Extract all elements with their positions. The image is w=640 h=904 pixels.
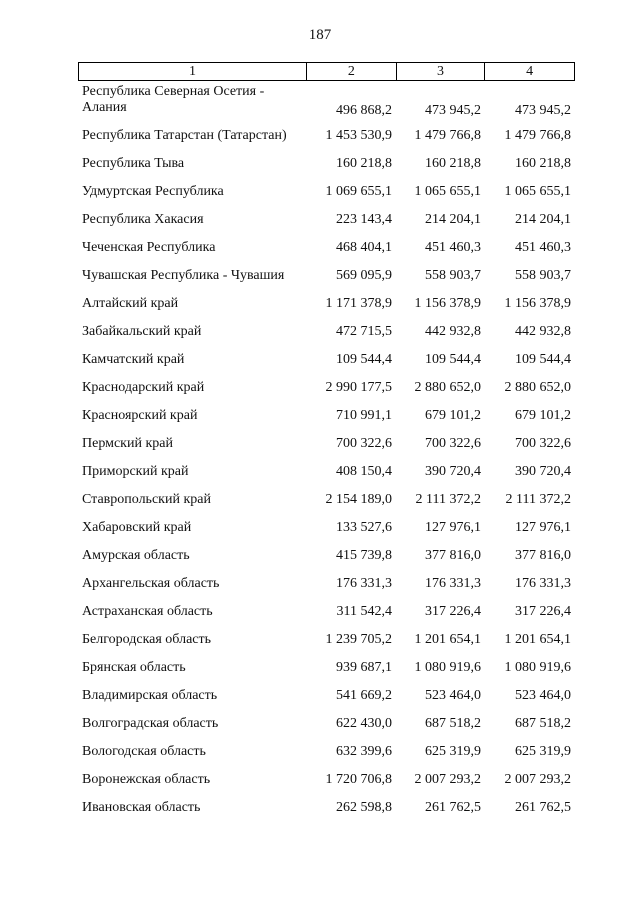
- value-col-3: 2 007 293,2: [414, 772, 481, 787]
- table-row: [78, 710, 575, 738]
- value-col-4: 442 932,8: [515, 324, 571, 339]
- column-header-4: 4: [484, 63, 574, 80]
- value-col-2: 939 687,1: [336, 660, 392, 675]
- region-name: Краснодарский край: [82, 380, 205, 395]
- value-col-3: 473 945,2: [425, 103, 481, 118]
- value-col-3: 377 816,0: [425, 548, 481, 563]
- value-col-4: 700 322,6: [515, 436, 571, 451]
- value-col-2: 632 399,6: [336, 744, 392, 759]
- table-row: [78, 290, 575, 318]
- region-name: Владимирская область: [82, 688, 218, 703]
- value-col-2: 311 542,4: [336, 604, 392, 619]
- value-col-3: 390 720,4: [425, 464, 481, 479]
- value-col-3: 558 903,7: [425, 268, 481, 283]
- value-col-2: 262 598,8: [336, 800, 392, 815]
- table-header: [78, 62, 575, 81]
- region-name: Забайкальский край: [82, 324, 202, 339]
- value-col-3: 317 226,4: [425, 604, 481, 619]
- table-row: [78, 262, 575, 290]
- table-row: [78, 654, 575, 682]
- value-col-3: 1 201 654,1: [414, 632, 481, 647]
- value-col-4: 2 880 652,0: [504, 380, 571, 395]
- column-header-3: 3: [396, 63, 485, 80]
- value-col-4: 1 156 378,9: [504, 296, 571, 311]
- value-col-3: 523 464,0: [425, 688, 481, 703]
- value-col-3: 261 762,5: [425, 800, 481, 815]
- table-row: [78, 402, 575, 430]
- table-row: [78, 206, 575, 234]
- value-col-3: 1 479 766,8: [414, 128, 481, 143]
- value-col-3: 1 080 919,6: [414, 660, 481, 675]
- value-col-2: 622 430,0: [336, 716, 392, 731]
- table-row: [78, 738, 575, 766]
- value-col-2: 496 868,2: [336, 103, 392, 118]
- value-col-2: 415 739,8: [336, 548, 392, 563]
- value-col-4: 1 080 919,6: [504, 660, 571, 675]
- value-col-3: 176 331,3: [425, 576, 481, 591]
- table-body: [78, 84, 575, 822]
- region-name: Амурская область: [82, 548, 190, 563]
- table-row: [78, 122, 575, 150]
- table-row: [78, 374, 575, 402]
- region-name: Астраханская область: [82, 604, 213, 619]
- value-col-4: 390 720,4: [515, 464, 571, 479]
- region-name: Республика Татарстан (Татарстан): [82, 128, 287, 143]
- value-col-2: 700 322,6: [336, 436, 392, 451]
- value-col-3: 2 880 652,0: [414, 380, 481, 395]
- table-row: [78, 766, 575, 794]
- value-col-2: 710 991,1: [336, 408, 392, 423]
- value-col-2: 2 990 177,5: [325, 380, 392, 395]
- value-col-4: 176 331,3: [515, 576, 571, 591]
- value-col-2: 1 720 706,8: [325, 772, 392, 787]
- value-col-4: 127 976,1: [515, 520, 571, 535]
- value-col-4: 523 464,0: [515, 688, 571, 703]
- value-col-2: 472 715,5: [336, 324, 392, 339]
- value-col-4: 625 319,9: [515, 744, 571, 759]
- column-header-1: 1: [189, 64, 197, 79]
- value-col-2: 133 527,6: [336, 520, 392, 535]
- value-col-4: 451 460,3: [515, 240, 571, 255]
- value-col-3: 451 460,3: [425, 240, 481, 255]
- value-col-3: 127 976,1: [425, 520, 481, 535]
- region-name: Белгородская область: [82, 632, 212, 647]
- region-name: Камчатский край: [82, 352, 185, 367]
- value-col-2: 408 150,4: [336, 464, 392, 479]
- value-col-2: 2 154 189,0: [325, 492, 392, 507]
- value-col-4: 214 204,1: [515, 212, 571, 227]
- region-name: Вологодская область: [82, 744, 206, 759]
- table-row: [78, 346, 575, 374]
- region-name: Брянская область: [82, 660, 186, 675]
- region-name: Приморский край: [82, 464, 189, 479]
- value-col-4: 1 201 654,1: [504, 632, 571, 647]
- value-col-3: 2 111 372,2: [415, 492, 481, 507]
- region-name: Ставропольский край: [82, 492, 211, 507]
- value-col-4: 317 226,4: [515, 604, 571, 619]
- value-col-3: 1 065 655,1: [414, 184, 481, 199]
- page-number: 187: [308, 27, 332, 43]
- value-col-4: 2 111 372,2: [505, 492, 571, 507]
- table-row: [78, 514, 575, 542]
- value-col-4: 687 518,2: [515, 716, 571, 731]
- table-row: [78, 682, 575, 710]
- value-col-2: 176 331,3: [336, 576, 392, 591]
- region-name: Архангельская область: [82, 576, 220, 591]
- value-col-2: 468 404,1: [336, 240, 392, 255]
- value-col-2: 223 143,4: [336, 212, 392, 227]
- table-row: [78, 430, 575, 458]
- value-col-2: 1 453 530,9: [325, 128, 392, 143]
- value-col-4: 1 479 766,8: [504, 128, 571, 143]
- column-header-2: 2: [306, 63, 396, 80]
- value-col-4: 2 007 293,2: [504, 772, 571, 787]
- value-col-3: 160 218,8: [425, 156, 481, 171]
- region-name: Республика Тыва: [82, 156, 185, 171]
- value-col-4: 160 218,8: [515, 156, 571, 171]
- value-col-4: 1 065 655,1: [504, 184, 571, 199]
- value-col-4: 109 544,4: [515, 352, 571, 367]
- value-col-2: 160 218,8: [336, 156, 392, 171]
- value-col-2: 1 239 705,2: [325, 632, 392, 647]
- region-name: Волгоградская область: [82, 716, 219, 731]
- value-col-4: 377 816,0: [515, 548, 571, 563]
- region-name: Пермский край: [82, 436, 173, 451]
- table-row: [78, 458, 575, 486]
- value-col-2: 1 171 378,9: [325, 296, 392, 311]
- value-col-2: 541 669,2: [336, 688, 392, 703]
- table-row: [78, 178, 575, 206]
- region-name: Хабаровский край: [82, 520, 192, 535]
- table-row: [78, 794, 575, 822]
- table-row: [78, 150, 575, 178]
- region-name: Алтайский край: [82, 296, 179, 311]
- table-row: [78, 626, 575, 654]
- table-row: [78, 570, 575, 598]
- value-col-3: 109 544,4: [425, 352, 481, 367]
- table-row: [78, 84, 575, 122]
- table-row: [78, 598, 575, 626]
- value-col-4: 261 762,5: [515, 800, 571, 815]
- region-name: Республика Хакасия: [82, 212, 204, 227]
- value-col-2: 1 069 655,1: [325, 184, 392, 199]
- value-col-4: 473 945,2: [515, 103, 571, 118]
- region-name: Республика Северная Осетия - Алания: [82, 84, 265, 115]
- value-col-3: 442 932,8: [425, 324, 481, 339]
- value-col-3: 679 101,2: [425, 408, 481, 423]
- region-name: Чувашская Республика - Чувашия: [82, 268, 285, 283]
- value-col-3: 214 204,1: [425, 212, 481, 227]
- value-col-3: 687 518,2: [425, 716, 481, 731]
- region-name: Чеченская Республика: [82, 240, 216, 255]
- region-name: Удмуртская Республика: [82, 184, 224, 199]
- value-col-3: 625 319,9: [425, 744, 481, 759]
- region-name: Ивановская область: [82, 800, 201, 815]
- value-col-3: 700 322,6: [425, 436, 481, 451]
- table-row: [78, 542, 575, 570]
- table-row: [78, 318, 575, 346]
- table-row: [78, 234, 575, 262]
- value-col-4: 679 101,2: [515, 408, 571, 423]
- region-name: Воронежская область: [82, 772, 211, 787]
- region-name: Красноярский край: [82, 408, 198, 423]
- value-col-3: 1 156 378,9: [414, 296, 481, 311]
- value-col-2: 109 544,4: [336, 352, 392, 367]
- value-col-2: 569 095,9: [336, 268, 392, 283]
- value-col-4: 558 903,7: [515, 268, 571, 283]
- table-row: [78, 486, 575, 514]
